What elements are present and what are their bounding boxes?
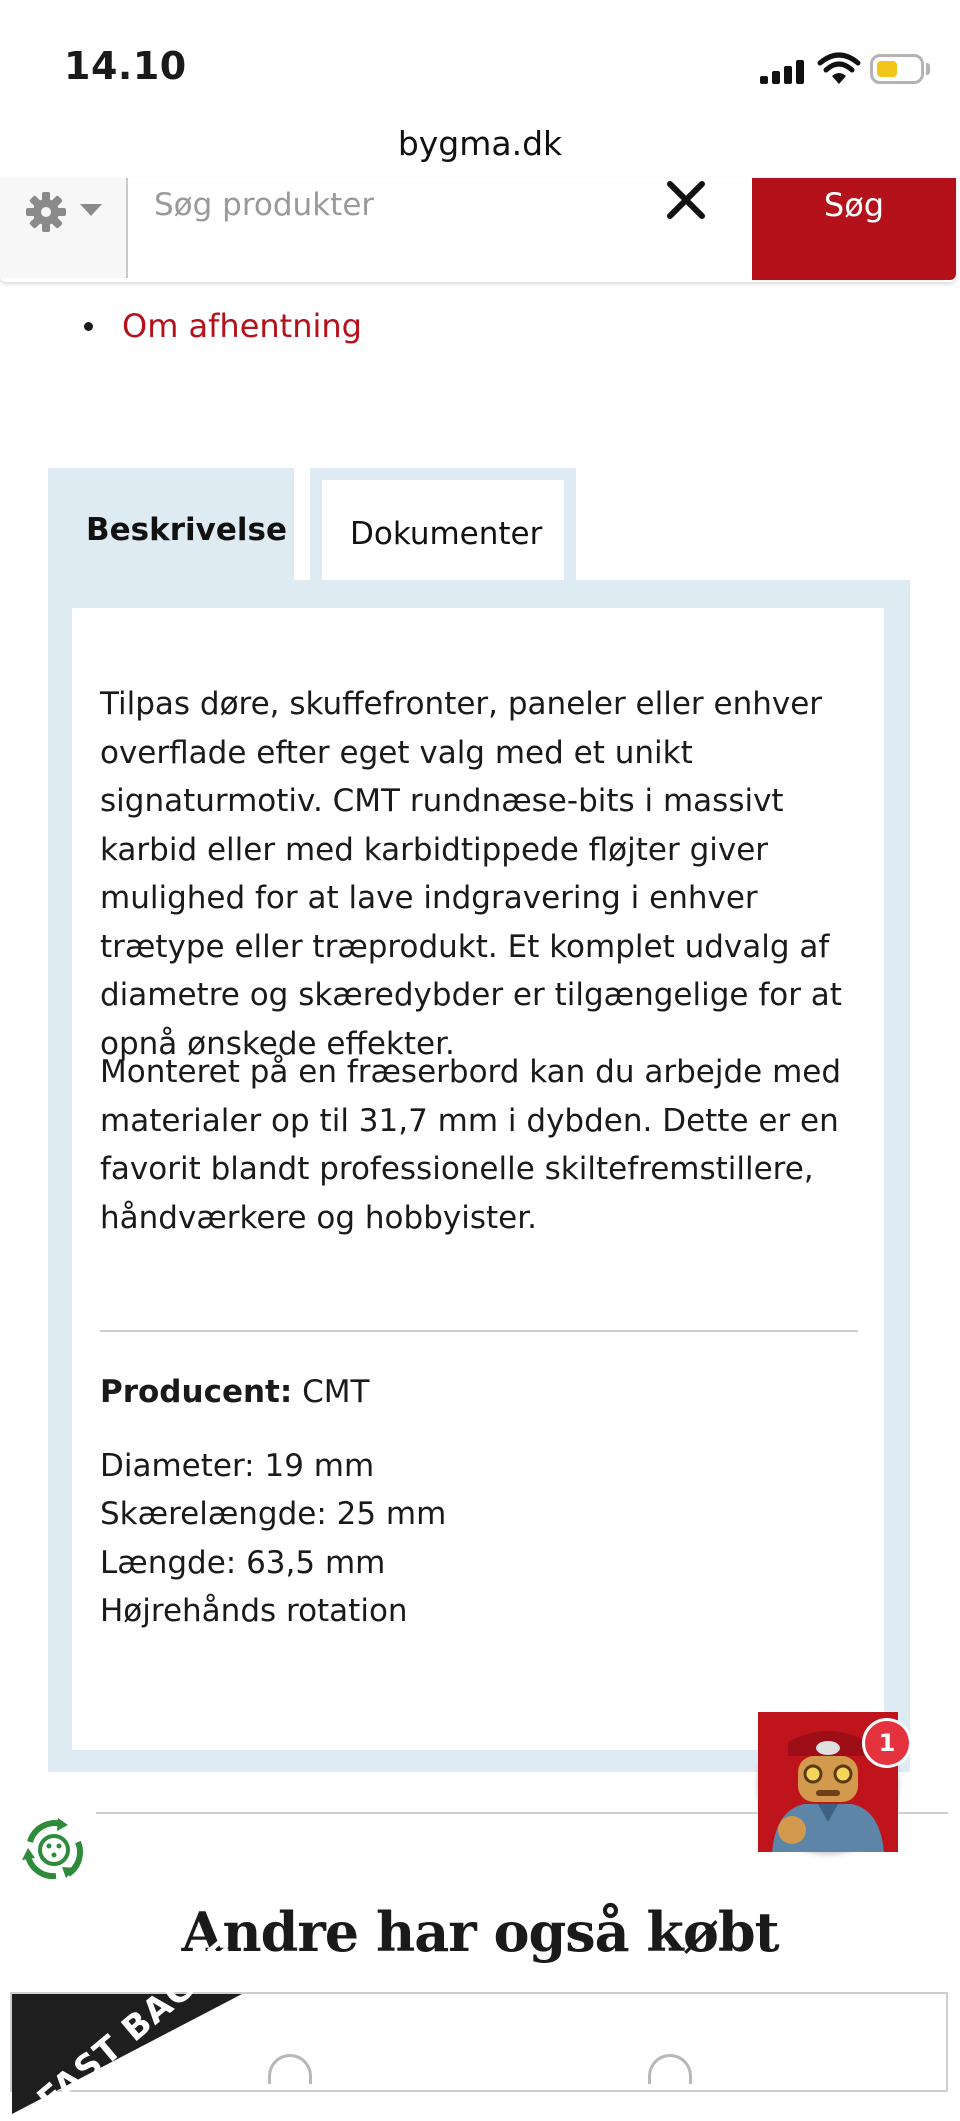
spec-diameter: Diameter: 19 mm bbox=[100, 1448, 375, 1484]
description-paragraph: Monteret på en fræserbord kan du arbejde med materialer op til 31,7 mm i dybden. Dette er en favorit blandt professionelle skiltefremstillere, håndværkere og hobbyister. bbox=[100, 1054, 842, 1236]
tab-beskrivelse-label: Beskrivelse bbox=[86, 512, 287, 548]
related-products-title: Andre har også købt bbox=[181, 1900, 779, 1964]
link-om-afhentning[interactable]: Om afhentning bbox=[80, 302, 362, 350]
producer-value: CMT bbox=[302, 1374, 370, 1410]
battery-icon bbox=[870, 54, 924, 84]
chevron-down-icon bbox=[80, 204, 102, 216]
product-ribbon bbox=[12, 1931, 245, 2121]
search-settings-toggle[interactable] bbox=[0, 178, 128, 278]
product-thumbnail bbox=[268, 2054, 312, 2084]
notification-badge: 1 bbox=[862, 1718, 912, 1768]
producer-line bbox=[100, 1374, 369, 1410]
search-button[interactable]: Søg bbox=[752, 178, 956, 280]
gear-icon bbox=[24, 190, 68, 234]
wifi-icon bbox=[818, 52, 860, 86]
status-time: 14.10 bbox=[64, 44, 187, 88]
tab-dokumenter[interactable] bbox=[310, 468, 576, 584]
description-paragraph: Tilpas døre, skuffefronter, paneler eller enhver overflade efter eget valg med et unikt signaturmotiv. CMT rundnæse-bits i massivt karbid eller med karbidtippede fløjter giver mulighed for at lave indgravering i enhver trætype eller træprodukt. Et komplet udvalg af diametre og skæredybder er tilgængelige for at opnå ønskede effekter. bbox=[100, 686, 842, 1062]
battery-nub bbox=[926, 63, 930, 75]
tab-dokumenter-inner bbox=[322, 480, 564, 584]
producer-label: Producent: bbox=[100, 1374, 293, 1410]
info-link-list bbox=[80, 302, 362, 350]
spec-length: Længde: 63,5 mm bbox=[100, 1545, 386, 1581]
panel-divider bbox=[100, 1330, 858, 1332]
url-bar[interactable]: bygma.dk bbox=[397, 124, 563, 163]
spec-cutting-length: Skærelængde: 25 mm bbox=[100, 1496, 447, 1532]
recycle-icon[interactable] bbox=[16, 1812, 92, 1888]
search-bar bbox=[0, 178, 956, 282]
product-thumbnail bbox=[648, 2054, 692, 2084]
spec-rotation: Højrehånds rotation bbox=[100, 1593, 408, 1629]
search-input[interactable] bbox=[128, 178, 748, 278]
signal-icon bbox=[760, 60, 806, 84]
tab-beskrivelse[interactable] bbox=[48, 468, 294, 584]
ribbon-text: FAST BAGNE bbox=[30, 1931, 245, 2121]
status-bar bbox=[0, 0, 960, 120]
close-icon[interactable] bbox=[664, 178, 708, 222]
tab-dokumenter-label: Dokumenter bbox=[350, 516, 543, 552]
